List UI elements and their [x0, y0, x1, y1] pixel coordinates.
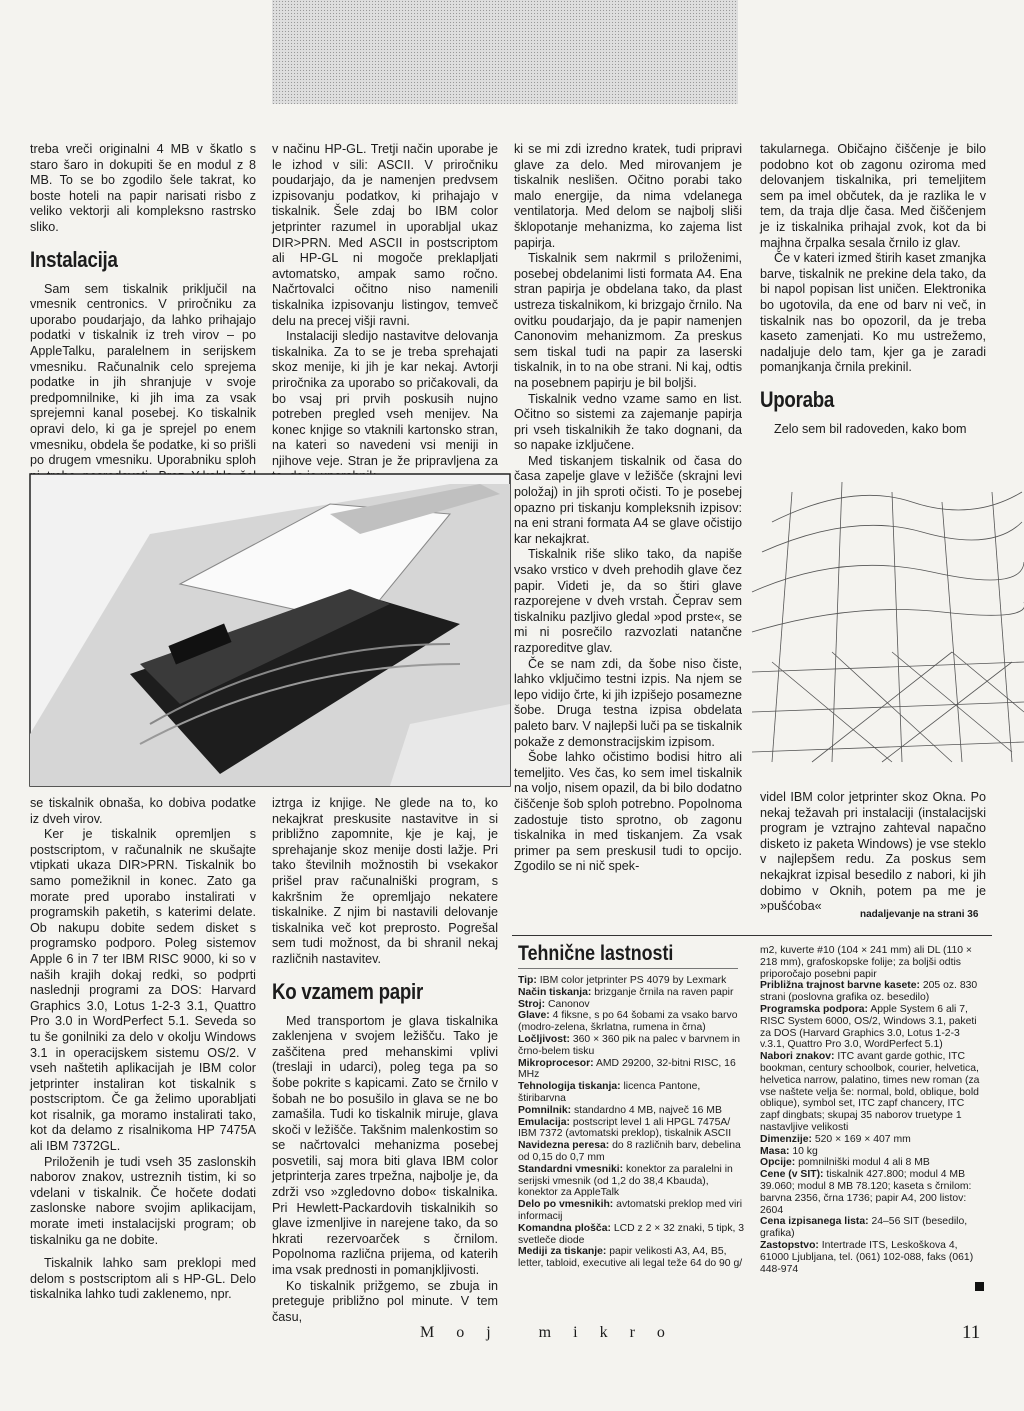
- paragraph: treba vreči originalni 4 MB v škatlo s staro šaro in dokupiti še en modul z 8 MB. To se bo zgodilo šele takrat, ko boste hoteli na papir narisati risbo z veliko vektorji ali kompleksno rastrsko sliko.: [30, 142, 256, 234]
- spec-value: IBM color jetprinter PS 4079 by Lexmark: [539, 975, 727, 986]
- paragraph: Ko tiskalnik prižgemo, se zbuja in preteguje približno pol minute. V tem času,: [272, 1278, 498, 1324]
- spec-value: papir velikosti A3, A4, B5, letter, tabloid, executive ali legal teže 64 do 90 g/: [518, 1246, 743, 1270]
- spec-value: 10 kg: [792, 1145, 818, 1157]
- paragraph: Če v kateri izmed štirih kaset zmanjka barve, tiskalnik ne prekine dela tako, da bi napol popisan list uničen. Elektronika bo ugotovila, da ene od barv ni več, in tiskalnik nas bo opozoril, da je treba kaseto zamenjati. Ko mu ustrežemo, nadaljuje delo tam, kjer ga je zaradi pomanjkanja črnila prekinil.: [760, 251, 986, 375]
- paragraph: Tiskalnik riše sliko tako, da napiše vsako vrstico v dveh prehodih glave čez papir. Videti je, da so štiri glave razporejene v dveh vrstah. Čeprav sem tiskalniku pazljivo gledal »pod prste«, se mi ni posrečilo razvozlati natančne razporeditve glav.: [514, 547, 742, 655]
- spec-value: Apple System 6 ali 7, RISC System 6000, OS/2, Windows 3.1, paketi za DOS (Harvard Graphics 3.0, Lotus 1-2-3 v.3.1, Quattro Pro 3.0, WordPerfect 5.1): [760, 1003, 977, 1051]
- spec-label: Dimenzije:: [760, 1133, 812, 1145]
- wireframe-graphic: [752, 462, 1024, 782]
- section-heading-ko-vzamem-papir: Ko vzamem papir: [272, 978, 424, 1004]
- specs-left-column: [518, 975, 746, 1305]
- spec-label: Približna trajnost barvne kasete:: [760, 980, 920, 992]
- spec-item: [518, 999, 746, 1011]
- spec-value: standardno 4 MB, največ 16 MB: [574, 1104, 722, 1116]
- continued-note: nadaljevanje na strani 36: [860, 909, 979, 920]
- section-heading-instalacija: Instalacija: [30, 246, 118, 272]
- spec-value: 360 × 360 pik na palec v barvnem in črno-belem tisku: [518, 1033, 741, 1057]
- spec-item: [518, 1081, 746, 1105]
- paragraph: Če se nam zdi, da šobe niso čiste, lahko vključimo testni izpis. Na njem se lepo vidijo črte, ki jih izpišejo posamezne šobe. Druga testna izpisa obdelata paleto barv. V najlepši luči pa se tiskalnik pokaže z demonstracijskim izpisom.: [514, 656, 742, 749]
- end-mark-icon: [975, 1282, 984, 1291]
- spec-item: [518, 1199, 746, 1223]
- spec-label: Mediji za tiskanje:: [518, 1246, 607, 1258]
- specs-right-column: [760, 945, 986, 1305]
- spec-value: ITC avant garde gothic, ITC bookman, century schoolbok, courier, helvetica, helvetica narrow, palatino, times new roman (za vse naštete velja še: normal, bold, oblique, bold oblique), symbol set, ITC zapf chancery, ITC zapf dingbats; skupaj 35 naborov truetype 1 nastavljive velikosti: [760, 1051, 980, 1133]
- spec-label: Pomnilnik:: [518, 1104, 572, 1116]
- spec-value: avtomatski preklop med viri informacij: [518, 1199, 743, 1222]
- spec-label: Cena izpisanega lista:: [760, 1216, 869, 1228]
- spec-label: Emulacija:: [518, 1116, 570, 1128]
- spec-item: [518, 1164, 746, 1199]
- spec-item: [760, 945, 986, 980]
- spec-label: Komandna plošča:: [518, 1222, 611, 1234]
- spec-value: LCD z 2 × 32 znaki, 5 tipk, 3 svetleče diode: [518, 1222, 745, 1246]
- column-2-bottom: [272, 796, 498, 1324]
- spec-item: [518, 1223, 746, 1247]
- column-1-top: [30, 142, 256, 472]
- paragraph: Med transportom je glava tiskalnika zaklenjena v svojem ležišču. Tako je zaščitena pred mehanskimi vplivi (treslaji in udarci), poleg tega pa so šobe pokrite s kapicami. Zato se črnilo v šobah ne bo posušilo in glava se ne bo zamašila. Tudi ko tiskalnik miruje, glava skoči v ležišče. Takšnim malenkostim so se načrtovalci mehanizma posebej posvetili, saj mora biti glava IBM color jetprinterja zares trpežna, najbolje je, da zdrži vso »zgledovno dobo« tiskalnika. Pri Hewlett-Packardovih tiskalnikih so glave izmenljive in narejene tako, da so hkrati rezervoarček s črnilom. Popolnoma različna prijema, od katerih ima vsak prednosti in pomanjkljivosti.: [272, 1013, 498, 1278]
- spec-item: [760, 1051, 986, 1134]
- spec-item: [518, 1105, 746, 1117]
- spec-item: [760, 1216, 986, 1240]
- spec-label: Masa:: [760, 1145, 790, 1157]
- spec-item: [760, 1169, 986, 1216]
- spec-label: Ločljivost:: [518, 1033, 570, 1045]
- spec-value: pomnilniški modul 4 ali 8 MB: [798, 1157, 930, 1169]
- spec-label: Glave:: [518, 1010, 550, 1022]
- spec-item: [518, 1034, 746, 1058]
- spec-item: [760, 1004, 986, 1051]
- paragraph: Tiskalnik vedno vzame samo en list. Očitno so sistemi za zajemanje papirja pri vseh tiskalnikih že tako dognani, da so napake izključene.: [514, 391, 742, 453]
- paragraph: Sam sem tiskalnik priključil na vmesnik centronics. V priročniku za uporabo poudarjajo, da lahko prihajajo podatki v tiskalnik iz treh virov – po AppleTalku, paralelnem in serijskem vmesniku. Računalnik celo sprejema podatke in jih shranjuje v svoje predpomnilnike, ki jih ima za vsak sprejemni kanal posebej. Ko tiskalnik opravi delo, ki ga je sprejel po enem vmesniku, obdela še podatke, ki so prišli po drugem vmesniku. Uporabniku sploh: [30, 281, 256, 468]
- spec-value: postscript level 1 ali HPGL 7475A/ IBM 7372 (avtomatski preklop), tiskalnik ASCII: [518, 1116, 732, 1140]
- spec-value: 24–56 SIT (besedilo, grafika): [760, 1216, 968, 1240]
- spec-item: [518, 1010, 746, 1034]
- spec-item: [518, 1117, 746, 1141]
- column-4-bottom: [760, 790, 986, 918]
- spec-label: Zastopstvo:: [760, 1239, 819, 1251]
- column-4-top: [760, 142, 986, 460]
- spec-value: konektor za paralelni in serijski vmesnik (od 1,2 do 38,4 Kbauda), konektor za AppleTalk: [518, 1163, 733, 1199]
- column-1-bottom: [30, 796, 256, 1316]
- paragraph: ki se mi zdi izredno kratek, tudi pripravi glave za delo. Med mirovanjem je tiskalnik neslišen. Očitno porabi tako malo energije, da nima vdelanega ventilatorja. Med delom se najbolj sliši šklopotanje mehanizma, ko zajema list papirja.: [514, 142, 742, 250]
- paragraph: takularnega. Običajno čiščenje je bilo podobno kot ob zagonu oziroma med delovanjem tiskalnika, pri temeljitem sem pa imel občutek, da je razlika le v tem, da traja dlje časa. Med čiščenjem je iz tiskalnika prihajal zvok, kot da bi majhna črpalka sesala črnilo iz glav.: [760, 142, 986, 250]
- spec-item: [760, 1146, 986, 1158]
- spec-value: AMD 29200, 32-bitni RISC, 16 MHz: [518, 1057, 736, 1081]
- spec-value: Intertrade ITS, Leskoškova 4, 61000 Ljubljana, tel. (061) 102-088, faks (061) 448-974: [760, 1239, 974, 1275]
- spec-label: Standardni vmesniki:: [518, 1163, 624, 1175]
- specs-title-underline: [518, 968, 738, 969]
- top-halftone-image: [272, 0, 738, 104]
- page-number: 11: [962, 1322, 981, 1343]
- spec-value: 520 × 169 × 407 mm: [814, 1133, 911, 1145]
- paragraph: Tiskalnik sem nakrmil s priloženimi, posebej obdelanimi listi formata A4. Ena stran papirja je obdelana tako, da plast ustreza tiskalnikom, ki brizgajo črnilo. Na ovitku poudarjajo, da je papir namenjen Canonovim mehanizmom. Za preskus sem tiskal tudi na papir za laserski tiskalnik, in to na obe strani. Ni kaj, odtis na posebnem papirju je bil boljši.: [514, 251, 742, 390]
- spec-value: tiskalnik 427.800; modul 4 MB 39.060; modul 8 MB 78.120; kaseta s črnilom: barvna 2356, črna 1736; papir A4, 200 listov: 2604: [760, 1169, 972, 1216]
- spec-value: brizganje črnila na raven papir: [594, 986, 734, 998]
- spec-label: Stroj:: [518, 998, 546, 1010]
- paragraph: Priloženih je tudi vseh 35 zaslonskih naborov znakov, ustreznih tistim, ki so vdelani v tiskalnik. Če hočete dodati zaslonske nabore svojim aplikacijam, morate imeti instalacijski program; ob tiskalniku ga ne dobite.: [30, 1154, 256, 1247]
- spec-label: Navidezna peresa:: [518, 1140, 610, 1152]
- spec-item: [518, 1058, 746, 1082]
- specs-divider: [512, 935, 992, 936]
- paragraph: se tiskalnik obnaša, ko dobiva podatke iz dveh virov.: [30, 796, 256, 826]
- spec-item: [760, 1134, 986, 1146]
- spec-value: Canonov: [548, 998, 590, 1010]
- paragraph: v načinu HP-GL. Tretji način uporabe je le izhod v sili: ASCII. V priročniku poudarjajo, da je namenjen predvsem izpisovanju podatkov, ki prihajajo v tiskalnik. Šele zdaj bo IBM color jetprinter razumel in uporabljal ukaz DIR>PRN. Med ASCII in postscriptom ali HP-GL ni mogoče preklapljati avtomatsko, ampak samo ročno. Načrtovalci očitno niso namenili tiskalnika izpisovanju listingov, temveč delu na precej višji ravni.: [272, 142, 498, 328]
- spec-item: [518, 975, 746, 987]
- paragraph: Tiskalnik lahko sam preklopi med delom s postscriptom ali s HP-GL. Delo tiskalnika lahko tudi zaklenemo, npr.: [30, 1256, 256, 1302]
- spec-item: [518, 987, 746, 999]
- paragraph: Ker je tiskalnik opremljen s postscriptom, v računalnik ne skušajte vtipkati ukaza DIR>PRN. Tiskalnik bo samo pomežiknil in konec. Zato ga morate pred uporabo instalirati v programskih paketih, s katerimi delate. Ob nakupu dobite sedem disket s programsko podporo. Poleg sistemov Apple 6 in 7 ter IBM RISC 9000, ki so v naših krajih dokaj redki, so podprti naslednji programi za DOS: Harvard Graphics 3.0, Lotus 1-2-3 3.1, Quattro Pro 3.0 in WordPerfect 5.1. Seveda so tu še gonilniki za delo v okolju Windows 3.1 in operacijskem sistemu OS/2. V vseh naštetih aplikacijah je IBM color jetprinter instaliran kot tiskalnik s postscriptom. Če ga želimo uporabljati kot risalnik, ga moramo instalirati tako, kot da delamo z risalnikoma HP 7475A ali IBM 7372GL.: [30, 827, 256, 1154]
- spec-label: Nabori znakov:: [760, 1051, 835, 1063]
- spec-value: 205 oz. 830 strani (poslovna grafika oz. besedilo): [760, 980, 978, 1004]
- paragraph: iztrga iz knjige. Ne glede na to, ko nekajkrat preskusite nastavitve in si približno zapomnite, kje je kaj, je sprehajanje skoz menije dosti lažje. Pri tako številnih možnostih bi vsekakor prišel prav računalniški program, s kakršnim že opremljajo nekatere tiskalnike. Z njim bi nastavili delovanje tiskalnika več kot preprosto. Pogrešal sem tudi možnost, da bi shranil nekaj različnih nastavitev.: [272, 796, 498, 966]
- spec-value: m2, kuverte #10 (104 × 241 mm) ali DL (110 × 218 mm), grafoskopske folije; za boljši odtis priporočajo posebni papir: [760, 945, 972, 980]
- spec-value: licenca Pantone, štiribarvna: [518, 1081, 701, 1104]
- spec-label: Mikroprocesor:: [518, 1057, 594, 1069]
- spec-value: do 8 različnih barv, debelina od 0,15 do 0,7 mm: [518, 1140, 741, 1163]
- spec-label: Delo po vmesnikih:: [518, 1199, 614, 1211]
- section-heading-uporaba: Uporaba: [760, 386, 835, 412]
- paragraph: videl IBM color jetprinter skoz Okna. Po nekaj težavah pri instalaciji (instalacijski program je vztrajno zahteval napačno disketo iz paketa Windows) je vse steklo v najlepšem redu. Za poskus sem nekajkrat izpisal besedilo z nabori, ki jih dobimo v Oknih, potem pa me je »pušćoba«: [760, 790, 986, 914]
- spec-label: Programska podpora:: [760, 1003, 868, 1015]
- spec-item: [760, 980, 986, 1004]
- paragraph: Instalaciji sledijo nastavitve delovanja tiskalnika. Za to se je treba sprehajati skoz menije, ki jih je kar nekaj. Avtorji priročnika za uporabo so pričakovali, da bo vsaj pri prvih poskusih nujno potreben pregled vseh menijev. Na konec knjige so vtaknili kartonsko stran, na kateri so navedeni vsi meniji in njihove veje. Stran je že pripravljena za: [272, 329, 498, 468]
- column-3: [514, 142, 742, 922]
- paragraph: Zelo sem bil radoveden, kako bom: [774, 421, 967, 436]
- column-2-top: [272, 142, 498, 472]
- paragraph: Šobe lahko očistimo bodisi hitro ali temeljito. Ves čas, ko sem imel tiskalnik na voljo, nisem opazil, da bi bilo dodatno čiščenje šob sploh potrebno. Popolnoma zadostuje tisto sprotno, ob zagonu tiskalnika in med tiskanjem. Za vsak primer pa sem preskusil tudi to opcijo. Zgodilo se ni nič spek-: [514, 750, 742, 874]
- spec-label: Cene (v SIT):: [760, 1169, 824, 1181]
- spec-label: Tehnologija tiskanja:: [518, 1081, 621, 1093]
- paragraph: Med tiskanjem tiskalnik od časa do časa zapelje glave v ležišče (skrajni levi položaj) in jih sproti očisti. To je posebej opazno pri tiskanju kompleksnih izpisov: na eni strani formata A4 se glave očistijo kar nekajkrat.: [514, 453, 742, 546]
- spec-label: Tip:: [518, 975, 537, 986]
- spec-item: [518, 1246, 746, 1270]
- spec-label: Opcije:: [760, 1157, 796, 1169]
- publication-name: Moj mikro: [420, 1324, 687, 1341]
- spec-item: [518, 1140, 746, 1164]
- spec-item: [760, 1240, 986, 1275]
- spec-item: [760, 1157, 986, 1169]
- specs-title: Tehnične lastnosti: [518, 942, 674, 965]
- printer-photo: [30, 474, 510, 786]
- spec-label: Način tiskanja:: [518, 986, 592, 998]
- spec-value: 4 fiksne, s po 64 šobami za vsako barvo (modro-zelena, škrlatna, rumena in črna): [518, 1010, 738, 1034]
